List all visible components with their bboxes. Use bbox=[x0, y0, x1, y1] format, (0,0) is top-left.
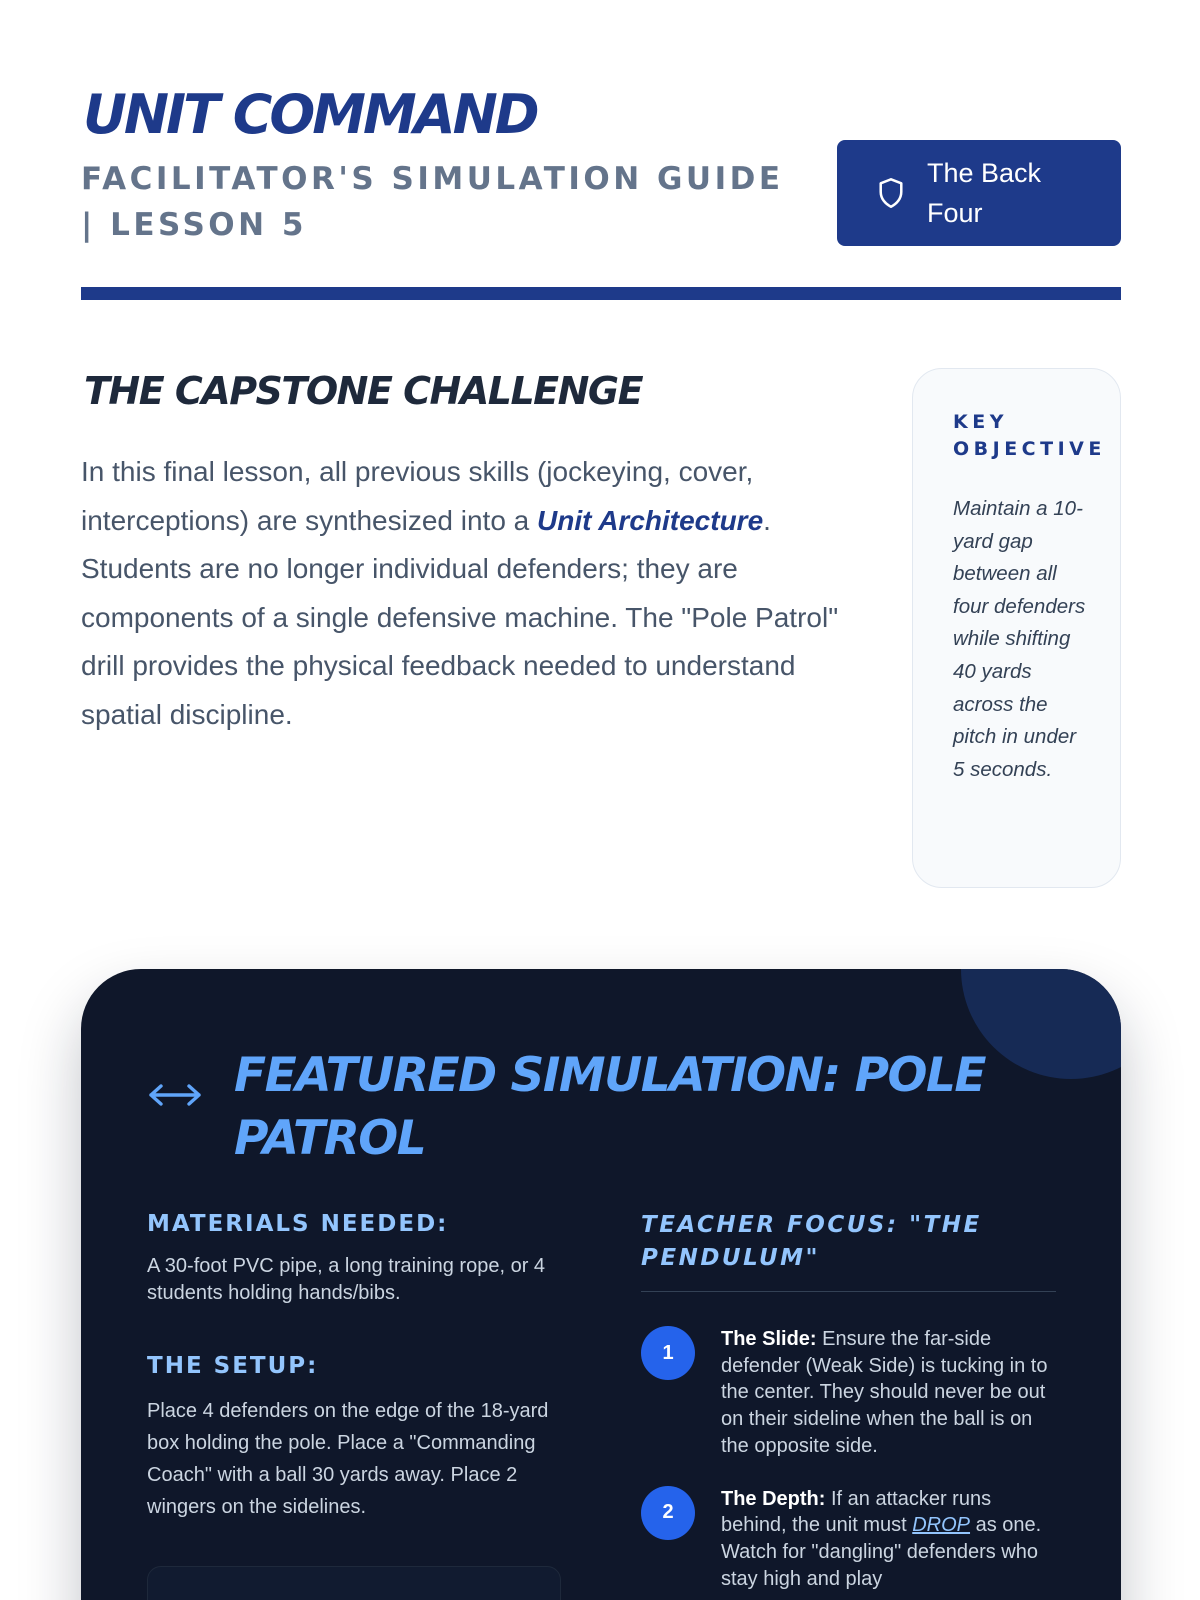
objective-label: KEY OBJECTIVE bbox=[953, 411, 1106, 460]
intro-text-end: . Students are no longer individual defenders; they are components of a single defensive machine. The "Pole Patrol" drill provides the physical feedback needed to understand spatial discipline. bbox=[81, 504, 839, 730]
setup-text: Place 4 defenders on the edge of the 18-yard box holding the pole. Place a "Commanding Coach" with a ball 30 yards away. Place 2 wingers on the sidelines. bbox=[147, 1400, 549, 1518]
focus-step bbox=[641, 1486, 1056, 1593]
badge-label: The Back Four bbox=[927, 158, 1042, 228]
simulation-details bbox=[147, 1209, 567, 1523]
intro-text-start: In this final lesson, all previous skills (jockeying, cover, interceptions) are synthesized into a bbox=[81, 456, 754, 536]
materials-text: A 30-foot PVC pipe, a long training rope, or 4 students holding hands/bibs. bbox=[147, 1255, 546, 1304]
key-objective-card bbox=[912, 368, 1121, 888]
step-description-end: as one. Watch for "dangling" defenders who stay high and play bbox=[721, 1514, 1042, 1590]
brand-title: UNIT COMMAND bbox=[83, 83, 537, 146]
header-divider bbox=[81, 287, 1121, 300]
shield-icon bbox=[877, 177, 905, 209]
intro-paragraph bbox=[81, 448, 861, 739]
teacher-focus bbox=[641, 1209, 1056, 1600]
featured-simulation-panel bbox=[81, 969, 1121, 1600]
step-lead: The Slide: bbox=[721, 1328, 817, 1350]
step-text bbox=[721, 1326, 1056, 1460]
setup-label: THE SETUP: bbox=[147, 1353, 319, 1379]
step-description: If an attacker runs behind, the unit must bbox=[721, 1487, 992, 1537]
focus-title: TEACHER FOCUS: "THE PENDULUM" bbox=[641, 1209, 1056, 1292]
step-lead: The Depth: bbox=[721, 1487, 826, 1510]
step-description: Ensure the far-side defender (Weak Side) is tucking in to the center. They should never be out on their sideline when the ball is on the opposite side. bbox=[721, 1328, 1048, 1457]
step-number-badge: 2 bbox=[641, 1486, 695, 1540]
step-number-badge: 1 bbox=[641, 1326, 695, 1380]
materials-label: MATERIALS NEEDED: bbox=[147, 1211, 449, 1237]
simulation-title: FEATURED SIMULATION: POLE PATROL bbox=[234, 1048, 986, 1166]
objective-text: Maintain a 10-yard gap between all four defenders while shifting 40 yards across the pitch in under 5 seconds. bbox=[953, 497, 1086, 781]
step-text bbox=[721, 1486, 1056, 1593]
inner-card bbox=[147, 1566, 561, 1600]
page-header bbox=[81, 83, 1121, 243]
step-emphasis: DROP bbox=[912, 1514, 971, 1537]
double-arrow-icon bbox=[147, 1080, 203, 1110]
unit-badge bbox=[837, 140, 1121, 246]
intro-emphasis: Unit Architecture bbox=[537, 504, 764, 536]
guide-subtitle: FACILITATOR'S SIMULATION GUIDE | LESSON 5 bbox=[81, 161, 784, 243]
focus-steps bbox=[641, 1326, 1056, 1592]
focus-step bbox=[641, 1326, 1056, 1460]
section-title: THE CAPSTONE CHALLENGE bbox=[84, 369, 643, 413]
